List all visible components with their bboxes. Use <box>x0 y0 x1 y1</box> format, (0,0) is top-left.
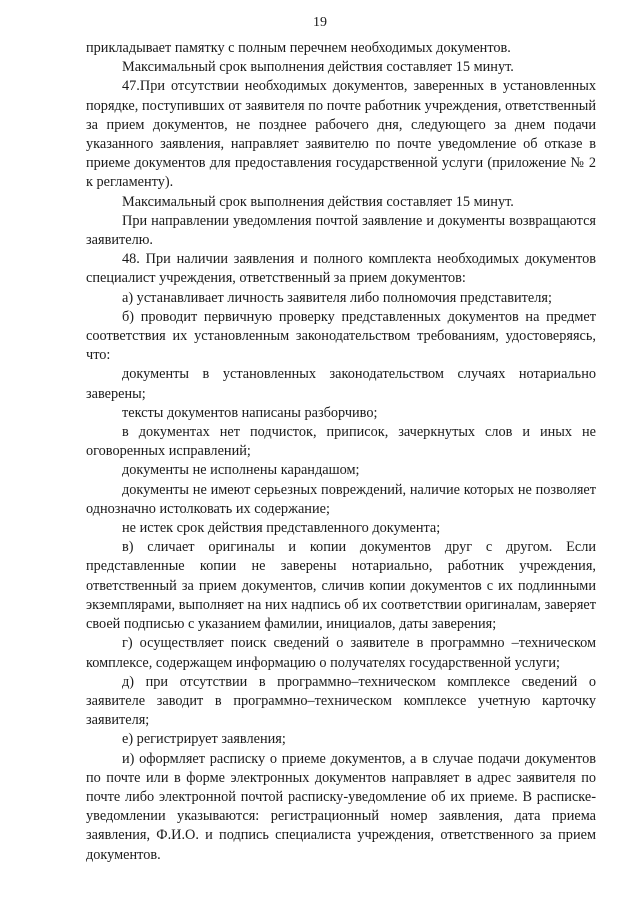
paragraph: При направлении уведомления почтой заявление и документы возвращаются заявителю. <box>86 212 596 249</box>
list-item: г) осуществляет поиск сведений о заявителе в программно –техническом комплексе, содержащем информацию о получателях государственной услуги; <box>86 635 596 671</box>
paragraph: Максимальный срок выполнения действия составляет 15 минут. <box>122 193 514 210</box>
document-body <box>86 39 596 865</box>
paragraph: 47.При отсутствии необходимых документов, заверенных в установленных порядке, поступивших от заявителя по почте работник учреждения, ответственный за прием документов, не позднее рабочего дня, следующего за днем подачи указанного заявления, направляет заявителю по почте уведомление об отказе в приеме документов для предоставления государственной услуги (приложение № 2 к регламенту). <box>86 78 596 191</box>
list-item: е) регистрирует заявления; <box>122 731 286 748</box>
paragraph: документы не имеют серьезных повреждений, наличие которых не позволяет однозначно истолковать их содержание; <box>86 481 596 517</box>
list-item: а) устанавливает личность заявителя либо полномочия представителя; <box>122 289 552 306</box>
paragraph: тексты документов написаны разборчиво; <box>122 404 378 421</box>
paragraph: Максимальный срок выполнения действия составляет 15 минут. <box>122 59 514 76</box>
list-item: б) проводит первичную проверку представленных документов на предмет соответствия их установленным законодательством требованиям, удостоверяясь, что: <box>86 308 596 364</box>
paragraph: в документах нет подчисток, приписок, зачеркнутых слов и иных не оговоренных исправлений; <box>86 424 596 460</box>
paragraph: документы не исполнены карандашом; <box>122 462 360 479</box>
paragraph: документы в установленных законодательством случаях нотариально заверены; <box>86 366 596 402</box>
list-item: в) сличает оригиналы и копии документов друг с другом. Если представленные копии не заверены нотариально, работник учреждения, ответственный за прием документов, сличив копии документов с их подлинными экземплярами, выполняет на них надпись об их соответствии оригиналам, заверяет своей подписью с указанием фамилии, инициалов, даты заверения; <box>86 539 596 633</box>
paragraph: прикладывает памятку с полным перечнем необходимых документов. <box>86 40 511 56</box>
list-item: и) оформляет расписку о приеме документов, а в случае подачи документов по почте или в форме электронных документов направляет в адрес заявителя по почте либо электронной почтой расписку-уведомление об их приеме. В расписке-уведомлении указываются: регистрационный номер заявления, дата приема заявления, Ф.И.О. и подпись специалиста учреждения, ответственного за прием документов. <box>86 750 596 863</box>
paragraph: не истек срок действия представленного документа; <box>122 520 441 537</box>
list-item: д) при отсутствии в программно–техническом комплексе сведений о заявителе заводит в программно–техническом комплексе учетную карточку заявителя; <box>86 673 596 729</box>
page-number: 19 <box>313 15 327 30</box>
paragraph: 48. При наличии заявления и полного комплекта необходимых документов специалист учреждения, ответственный за прием документов: <box>86 251 596 287</box>
